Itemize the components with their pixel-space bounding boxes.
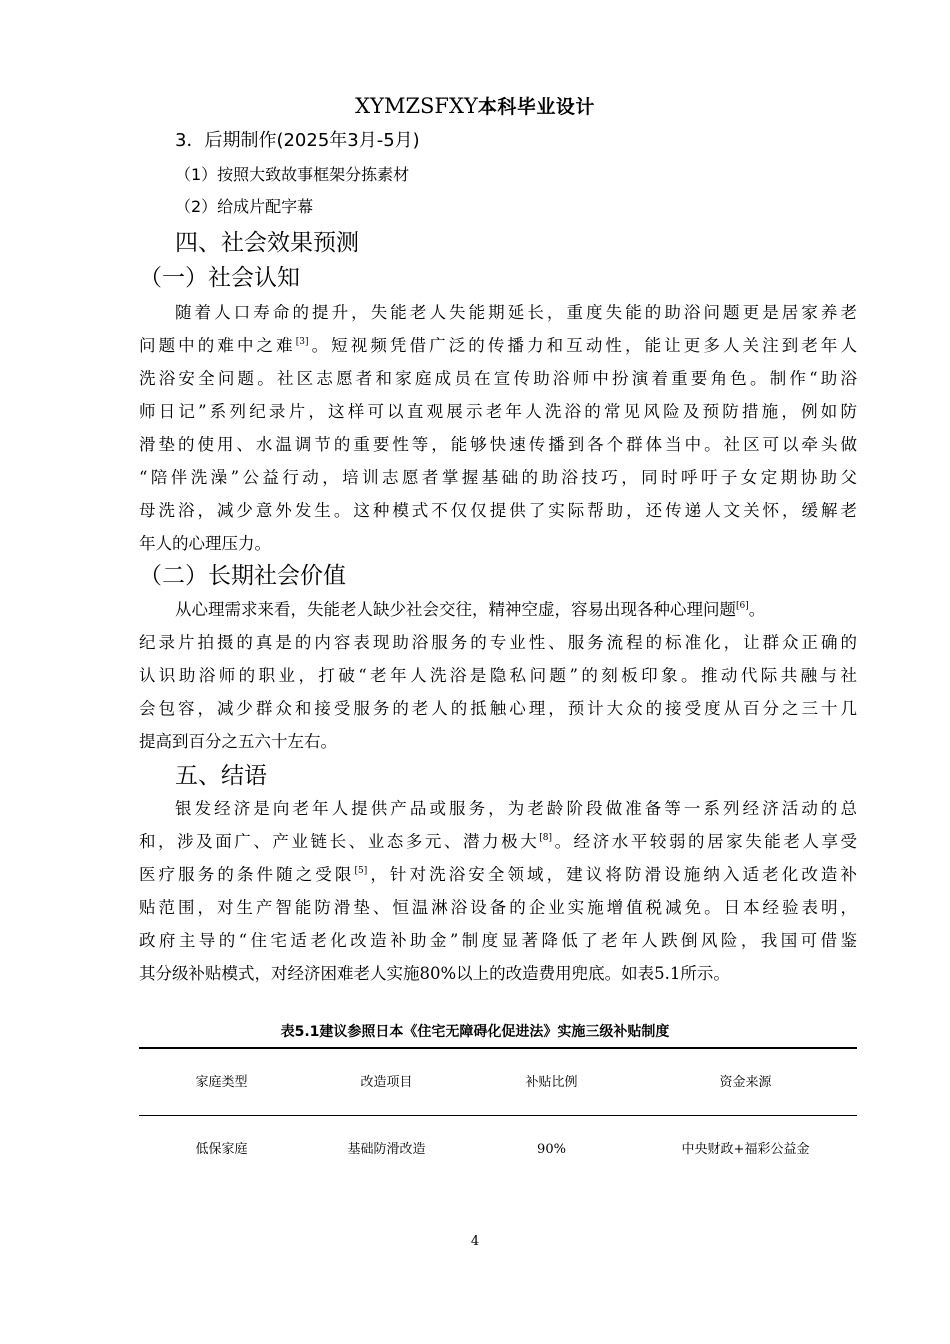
paragraph-line: 年人的心理压力。 — [139, 534, 271, 553]
citation-ref: [3] — [295, 337, 309, 347]
table-cell: 中央财政+福彩公益金 — [681, 1142, 810, 1157]
page-number: 4 — [470, 1234, 480, 1249]
paragraph-line: “陪伴洗澡”公益行动，培训志愿者掌握基础的助浴技巧，同时呼吁子女定期协助父 — [139, 468, 857, 487]
paragraph-line — [139, 334, 857, 358]
text-span: 。短视频凭借广泛的传播力和互动性，能让更多人关注到老年人 — [308, 336, 857, 355]
citation-ref: [8] — [539, 833, 553, 843]
header-latin: XYMZSFXY — [355, 94, 478, 118]
table-header-rule — [139, 1115, 857, 1116]
paragraph-line: 纪录片拍摄的真是的内容表现助浴服务的专业性、服务流程的标准化，让群众正确的 — [139, 633, 857, 652]
paragraph-line — [175, 598, 857, 622]
section-4-sub1-title: （一）社会认知 — [139, 265, 300, 291]
text-span: 问题中的难中之难 — [139, 336, 296, 355]
paragraph-line: 其分级补贴模式，对经济困难老人实施80%以上的改造费用兜底。如表5.1所示。 — [139, 964, 730, 983]
header-cjk: 本科毕业设计 — [477, 96, 595, 118]
paragraph-line: 母洗浴，减少意外发生。这种模式不仅仅提供了实际帮助，还传递人文关怀，缓解老 — [139, 501, 857, 520]
paragraph-line: 师日记”系列纪录片，这样可以直观展示老年人洗浴的常见风险及预防措施，例如防 — [139, 402, 857, 421]
table-cell: 低保家庭 — [195, 1142, 248, 1157]
paragraph-line — [139, 863, 857, 887]
running-header — [0, 93, 950, 120]
text-span: 从心理需求来看，失能老人缺少社会交往，精神空虚，容易出现各种心理问题 — [175, 600, 736, 619]
section-4-title: 四、社会效果预测 — [175, 230, 359, 256]
text-span: 。经济水平较弱的居家失能老人享受 — [552, 832, 857, 851]
table-cell: 基础防滑改造 — [347, 1142, 426, 1157]
paragraph-line: 随着人口寿命的提升，失能老人失能期延长，重度失能的助浴问题更是居家养老 — [175, 303, 857, 322]
paragraph-line: 认识助浴师的职业，打破“老年人洗浴是隐私问题”的刻板印象。推动代际共融与社 — [139, 666, 857, 685]
citation-ref: [5] — [354, 866, 368, 876]
section-5-title: 五、结语 — [175, 763, 267, 789]
paragraph-line: 政府主导的“住宅适老化改造补助金”制度显著降低了老年人跌倒风险，我国可借鉴 — [139, 931, 857, 950]
paragraph-line — [139, 830, 857, 854]
table-header-cell: 资金来源 — [719, 1075, 772, 1090]
table-title: 表5.1建议参照日本《住宅无障碍化促进法》实施三级补贴制度 — [280, 1024, 670, 1040]
table-header-cell: 家庭类型 — [195, 1075, 248, 1090]
paragraph-line: 贴范围，对生产智能防滑垫、恒温淋浴设备的企业实施增值税减免。日本经验表明， — [139, 898, 857, 917]
citation-ref: [6] — [736, 601, 749, 611]
text-span: 医疗服务的条件随之受限 — [139, 865, 355, 884]
section-3-title: 3．后期制作(2025年3月-5月) — [175, 130, 420, 151]
section-3-item-2: （2）给成片配字幕 — [175, 197, 314, 216]
paragraph-line: 银发经济是向老年人提供产品或服务，为老龄阶段做准备等一系列经济活动的总 — [175, 799, 857, 818]
paragraph-line: 会包容，减少群众和接受服务的老人的抵触心理，预计大众的接受度从百分之三十几 — [139, 699, 857, 718]
paragraph-line: 提高到百分之五六十左右。 — [139, 732, 337, 751]
section-3-item-1: （1）按照大致故事框架分拣素材 — [175, 165, 410, 184]
text-span: ，针对洗浴安全领域，建议将防滑设施纳入适老化改造补 — [367, 865, 857, 884]
section-4-sub2-title: （二）长期社会价值 — [139, 563, 346, 589]
text-span: 。 — [748, 600, 766, 619]
table-header-cell: 改造项目 — [360, 1075, 413, 1090]
text-span: 和，涉及面广、产业链长、业态多元、潜力极大 — [139, 832, 540, 851]
paragraph-line: 洗浴安全问题。社区志愿者和家庭成员在宣传助浴师中扮演着重要角色。制作“助浴 — [139, 369, 857, 388]
paragraph-line: 滑垫的使用、水温调节的重要性等，能够快速传播到各个群体当中。社区可以牵头做 — [139, 435, 857, 454]
table-header-cell: 补贴比例 — [525, 1075, 578, 1090]
table-top-rule — [139, 1047, 857, 1049]
table-cell: 90% — [537, 1142, 566, 1157]
